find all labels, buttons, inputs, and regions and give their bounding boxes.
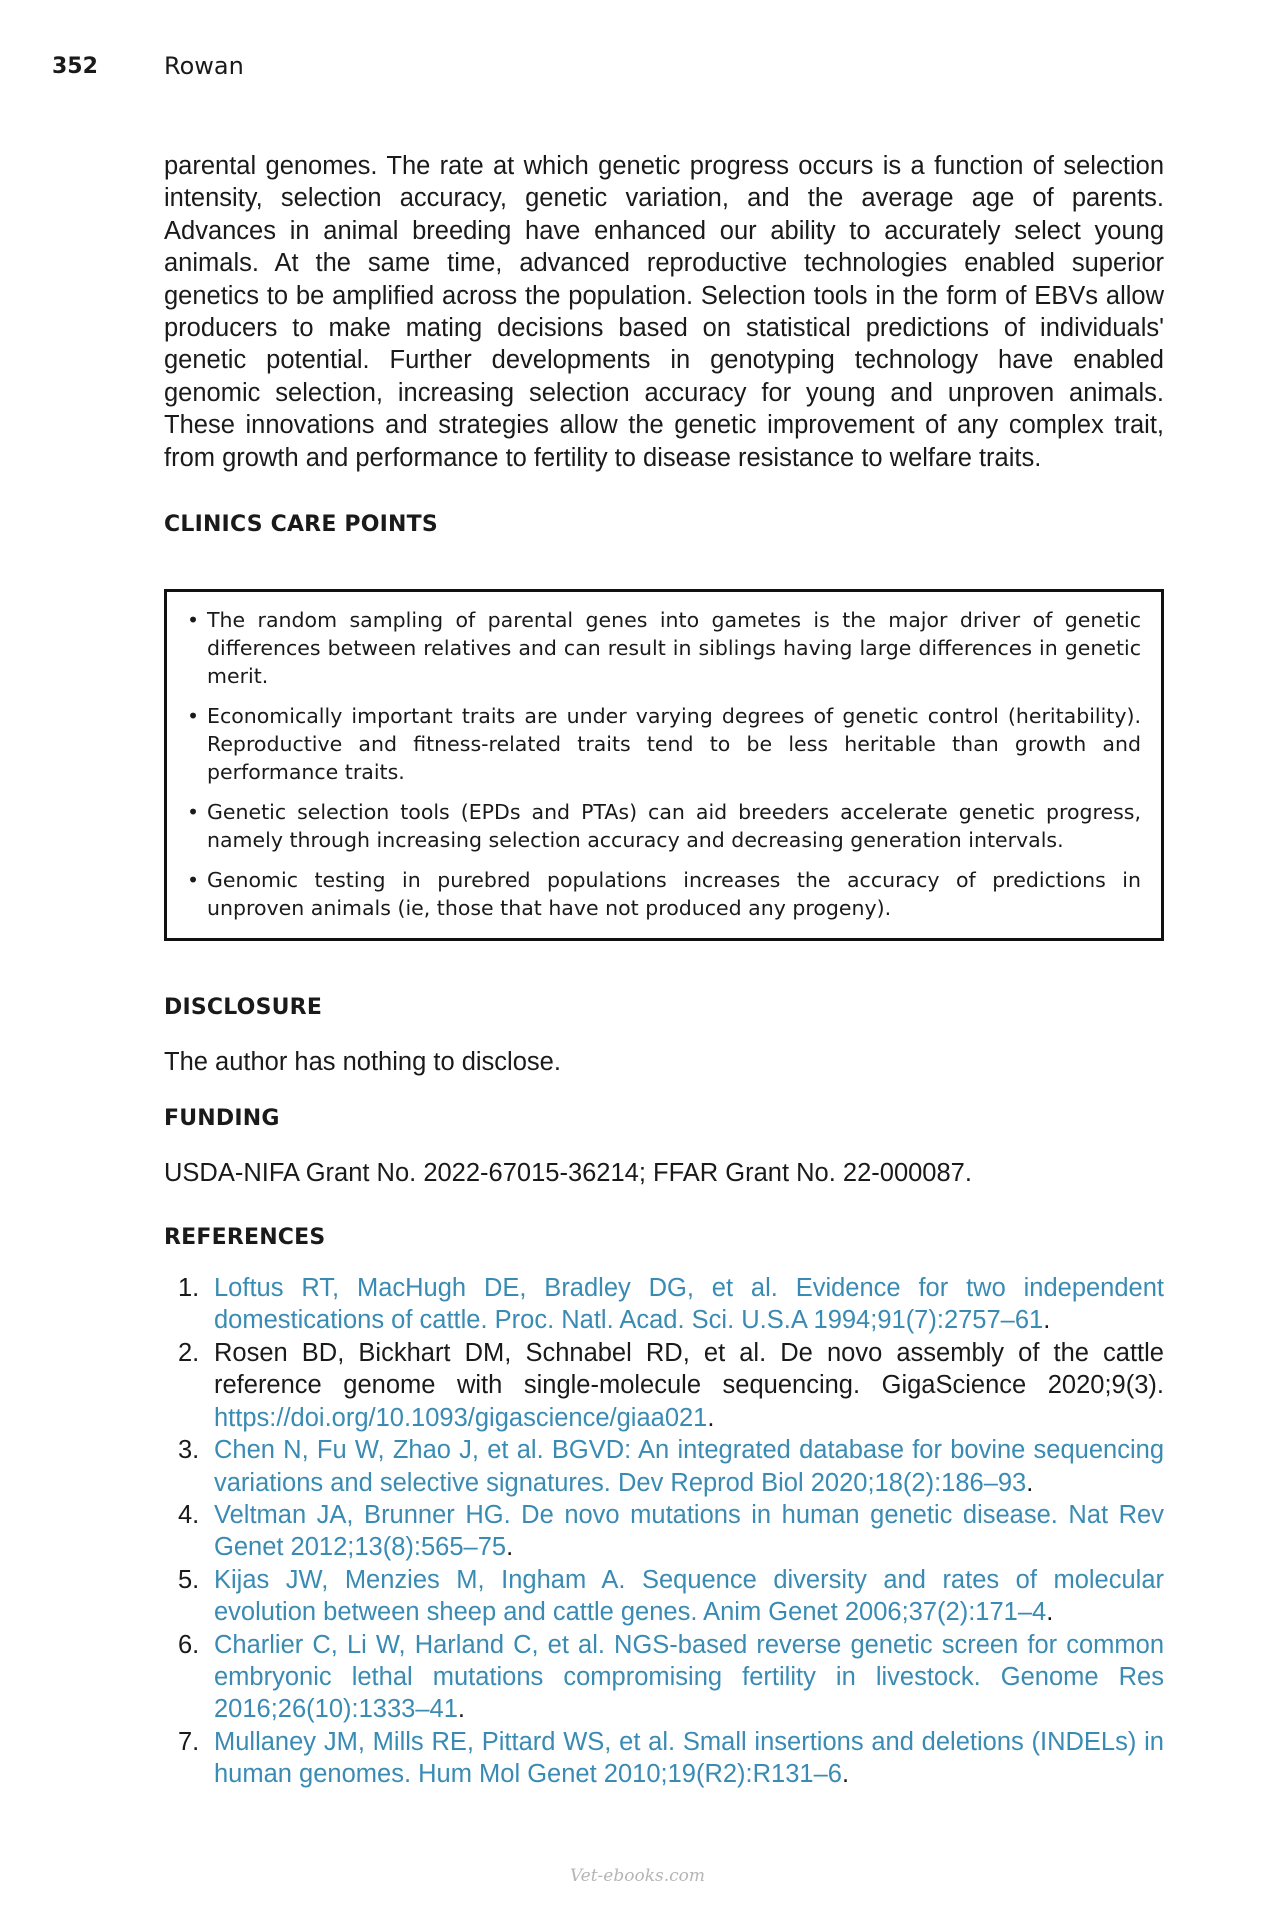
reference-item bbox=[164, 1629, 1164, 1726]
care-points-list bbox=[187, 606, 1141, 922]
reference-end-punctuation: . bbox=[841, 1760, 850, 1789]
page-number: 352 bbox=[52, 54, 98, 79]
reference-number: 2. bbox=[178, 1338, 200, 1367]
reference-link[interactable]: Charlier C, Li W, Harland C, et al. NGS-based reverse genetic screen for common embryonic lethal mutations compromising fertility in livestock. Genome Res 2016;26(10):1333–41 bbox=[214, 1630, 1164, 1724]
bullet-icon: • bbox=[187, 704, 200, 729]
disclosure-text: The author has nothing to disclose. bbox=[164, 1048, 561, 1077]
reference-number: 4. bbox=[178, 1500, 200, 1529]
reference-end-punctuation: . bbox=[707, 1403, 715, 1432]
reference-item bbox=[164, 1337, 1164, 1434]
care-point-item bbox=[187, 866, 1141, 922]
care-points-box bbox=[164, 589, 1164, 941]
references-list bbox=[164, 1272, 1164, 1791]
references-heading: REFERENCES bbox=[164, 1225, 326, 1251]
care-points-heading: CLINICS CARE POINTS bbox=[164, 512, 438, 538]
page-content bbox=[164, 150, 1164, 1791]
reference-link[interactable]: https://doi.org/10.1093/gigascience/giaa021 bbox=[214, 1403, 708, 1432]
reference-link[interactable]: Mullaney JM, Mills RE, Pittard WS, et al. Small insertions and deletions (INDELs) in human genomes. Hum Mol Genet 2010;19(R2):R131–6 bbox=[214, 1727, 1164, 1789]
bullet-icon: • bbox=[187, 800, 200, 825]
reference-number: 3. bbox=[178, 1436, 200, 1465]
care-point-text: Genetic selection tools (EPDs and PTAs) can aid breeders accelerate genetic progress, namely through increasing selection accuracy and decreasing generation intervals. bbox=[207, 800, 1141, 853]
reference-end-punctuation: . bbox=[457, 1695, 465, 1724]
care-point-item bbox=[187, 606, 1141, 690]
reference-text: Rosen BD, Bickhart DM, Schnabel RD, et al. De novo assembly of the cattle reference genome with single-molecule sequencing. GigaScience 2020;9(3). bbox=[214, 1338, 1164, 1400]
reference-link[interactable]: Chen N, Fu W, Zhao J, et al. BGVD: An integrated database for bovine sequencing variations and selective signatures. Dev Reprod Biol 2020;18(2):186–93 bbox=[214, 1436, 1164, 1497]
reference-number: 5. bbox=[178, 1565, 200, 1594]
reference-item bbox=[164, 1272, 1164, 1337]
reference-link[interactable]: Loftus RT, MacHugh DE, Bradley DG, et al. Evidence for two independent domestications of cattle. Proc. Natl. Acad. Sci. U.S.A 1994;91(7):2757–61 bbox=[214, 1274, 1164, 1335]
care-point-text: The random sampling of parental genes into gametes is the major driver of genetic differences between relatives and can result in siblings having large differences in genetic merit. bbox=[207, 608, 1141, 689]
bullet-icon: • bbox=[187, 608, 200, 633]
reference-item bbox=[164, 1726, 1164, 1791]
reference-number: 6. bbox=[178, 1630, 200, 1659]
reference-item bbox=[164, 1564, 1164, 1629]
care-point-text: Economically important traits are under varying degrees of genetic control (heritability). Reproductive and fitness-related traits tend to be less heritable than growth and performance traits. bbox=[207, 704, 1141, 785]
reference-item bbox=[164, 1499, 1164, 1564]
reference-item bbox=[164, 1434, 1164, 1499]
intro-paragraph: parental genomes. The rate at which genetic progress occurs is a function of selection intensity, selection accuracy, genetic variation, and the average age of parents. Advances in animal breeding have enhanced our ability to accurately select young animals. At the same time, advanced reproductive technologies enabled superior genetics to be amplified across the population. Selection tools in the form of EBVs allow producers to make mating decisions based on statistical predictions of individuals' genetic potential. Further developments in genotyping technology have enabled genomic selection, increasing selection accuracy for young and unproven animals. These innovations and strategies allow the genetic improvement of any complex trait, from growth and performance to fertility to disease resistance to welfare traits. bbox=[164, 152, 1164, 472]
reference-link[interactable]: Kijas JW, Menzies M, Ingham A. Sequence diversity and rates of molecular evolution between sheep and cattle genes. Anim Genet 2006;37(2):171–4 bbox=[214, 1565, 1164, 1627]
reference-end-punctuation: . bbox=[1046, 1598, 1054, 1627]
reference-number: 7. bbox=[178, 1727, 200, 1756]
reference-end-punctuation: . bbox=[1043, 1306, 1051, 1335]
care-point-text: Genomic testing in purebred populations increases the accuracy of predictions in unproven animals (ie, those that have not produced any progeny). bbox=[207, 868, 1141, 921]
watermark: Vet-ebooks.com bbox=[569, 1866, 706, 1886]
reference-end-punctuation: . bbox=[1026, 1468, 1034, 1497]
reference-number: 1. bbox=[178, 1274, 200, 1303]
reference-link[interactable]: Veltman JA, Brunner HG. De novo mutations in human genetic disease. Nat Rev Genet 2012;13(8):565–75 bbox=[214, 1500, 1164, 1562]
care-point-item bbox=[187, 702, 1141, 786]
disclosure-heading: DISCLOSURE bbox=[164, 995, 323, 1021]
running-head bbox=[52, 50, 1215, 84]
bullet-icon: • bbox=[187, 868, 200, 893]
care-point-item bbox=[187, 798, 1141, 854]
running-head-author: Rowan bbox=[164, 52, 244, 80]
reference-end-punctuation: . bbox=[506, 1533, 514, 1562]
funding-heading: FUNDING bbox=[164, 1106, 280, 1132]
funding-text: USDA-NIFA Grant No. 2022-67015-36214; FFAR Grant No. 22-000087. bbox=[164, 1159, 972, 1188]
